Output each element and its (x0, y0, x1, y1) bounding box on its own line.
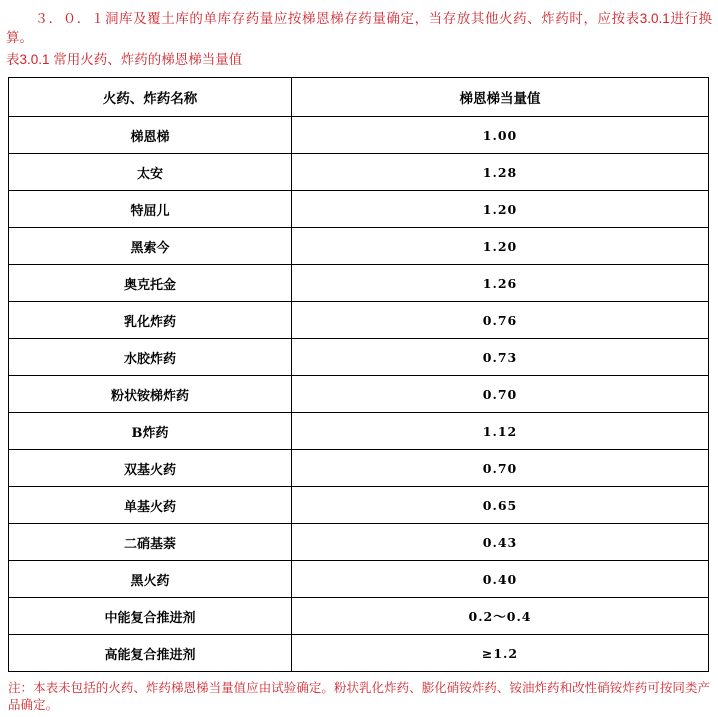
cell-value: 0.43 (292, 524, 709, 561)
clause-text: 洞库及覆土库的单库存药量应按梯恩梯存药量确定，当存放其他火药、炸药时，应按表3.0.1进行换算。 (6, 11, 713, 45)
cell-name: 中能复合推进剂 (9, 598, 292, 635)
table-row (9, 191, 709, 228)
column-header-value: 梯恩梯当量值 (292, 78, 709, 117)
table-row (9, 154, 709, 191)
table-row (9, 117, 709, 154)
table-row (9, 487, 709, 524)
table-row (9, 228, 709, 265)
cell-name: 高能复合推进剂 (9, 635, 292, 672)
cell-value: 1.28 (292, 154, 709, 191)
cell-name: 太安 (9, 154, 292, 191)
cell-name: 梯恩梯 (9, 117, 292, 154)
cell-name: 乳化炸药 (9, 302, 292, 339)
table-row (9, 598, 709, 635)
cell-name: 黑火药 (9, 561, 292, 598)
clause-paragraph (0, 0, 718, 47)
column-header-name: 火药、炸药名称 (9, 78, 292, 117)
cell-value: 0.76 (292, 302, 709, 339)
table-row (9, 450, 709, 487)
table-row (9, 339, 709, 376)
cell-name: 单基火药 (9, 487, 292, 524)
table-row (9, 265, 709, 302)
table-row (9, 376, 709, 413)
tnt-equivalent-table (8, 77, 709, 672)
table-row (9, 413, 709, 450)
table-row (9, 635, 709, 672)
cell-value: ≥1.2 (292, 635, 709, 672)
cell-value: 0.70 (292, 376, 709, 413)
table-row (9, 302, 709, 339)
cell-name: 水胶炸药 (9, 339, 292, 376)
cell-value: 0.70 (292, 450, 709, 487)
cell-value: 0.65 (292, 487, 709, 524)
cell-value: 1.00 (292, 117, 709, 154)
table-header-row (9, 78, 709, 117)
cell-value: 1.20 (292, 191, 709, 228)
cell-value: 0.40 (292, 561, 709, 598)
cell-value: 0.73 (292, 339, 709, 376)
cell-name: B炸药 (9, 413, 292, 450)
cell-name: 粉状铵梯炸药 (9, 376, 292, 413)
table-note: 注：本表未包括的火药、炸药梯恩梯当量值应由试验确定。粉状乳化炸药、膨化硝铵炸药、铵油炸药和改性硝铵炸药可按同类产品确定。 (8, 681, 710, 712)
cell-value: 1.26 (292, 265, 709, 302)
table-row (9, 561, 709, 598)
table-row (9, 524, 709, 561)
cell-value: 1.12 (292, 413, 709, 450)
cell-value: 1.20 (292, 228, 709, 265)
table-caption: 表3.0.1 常用火药、炸药的梯恩梯当量值 (6, 52, 243, 67)
cell-name: 黑索今 (9, 228, 292, 265)
clause-number: ３．０．１ (34, 11, 105, 26)
cell-name: 二硝基萘 (9, 524, 292, 561)
cell-value: 0.2～0.4 (292, 598, 709, 635)
cell-name: 奥克托金 (9, 265, 292, 302)
cell-name: 特屈儿 (9, 191, 292, 228)
cell-name: 双基火药 (9, 450, 292, 487)
